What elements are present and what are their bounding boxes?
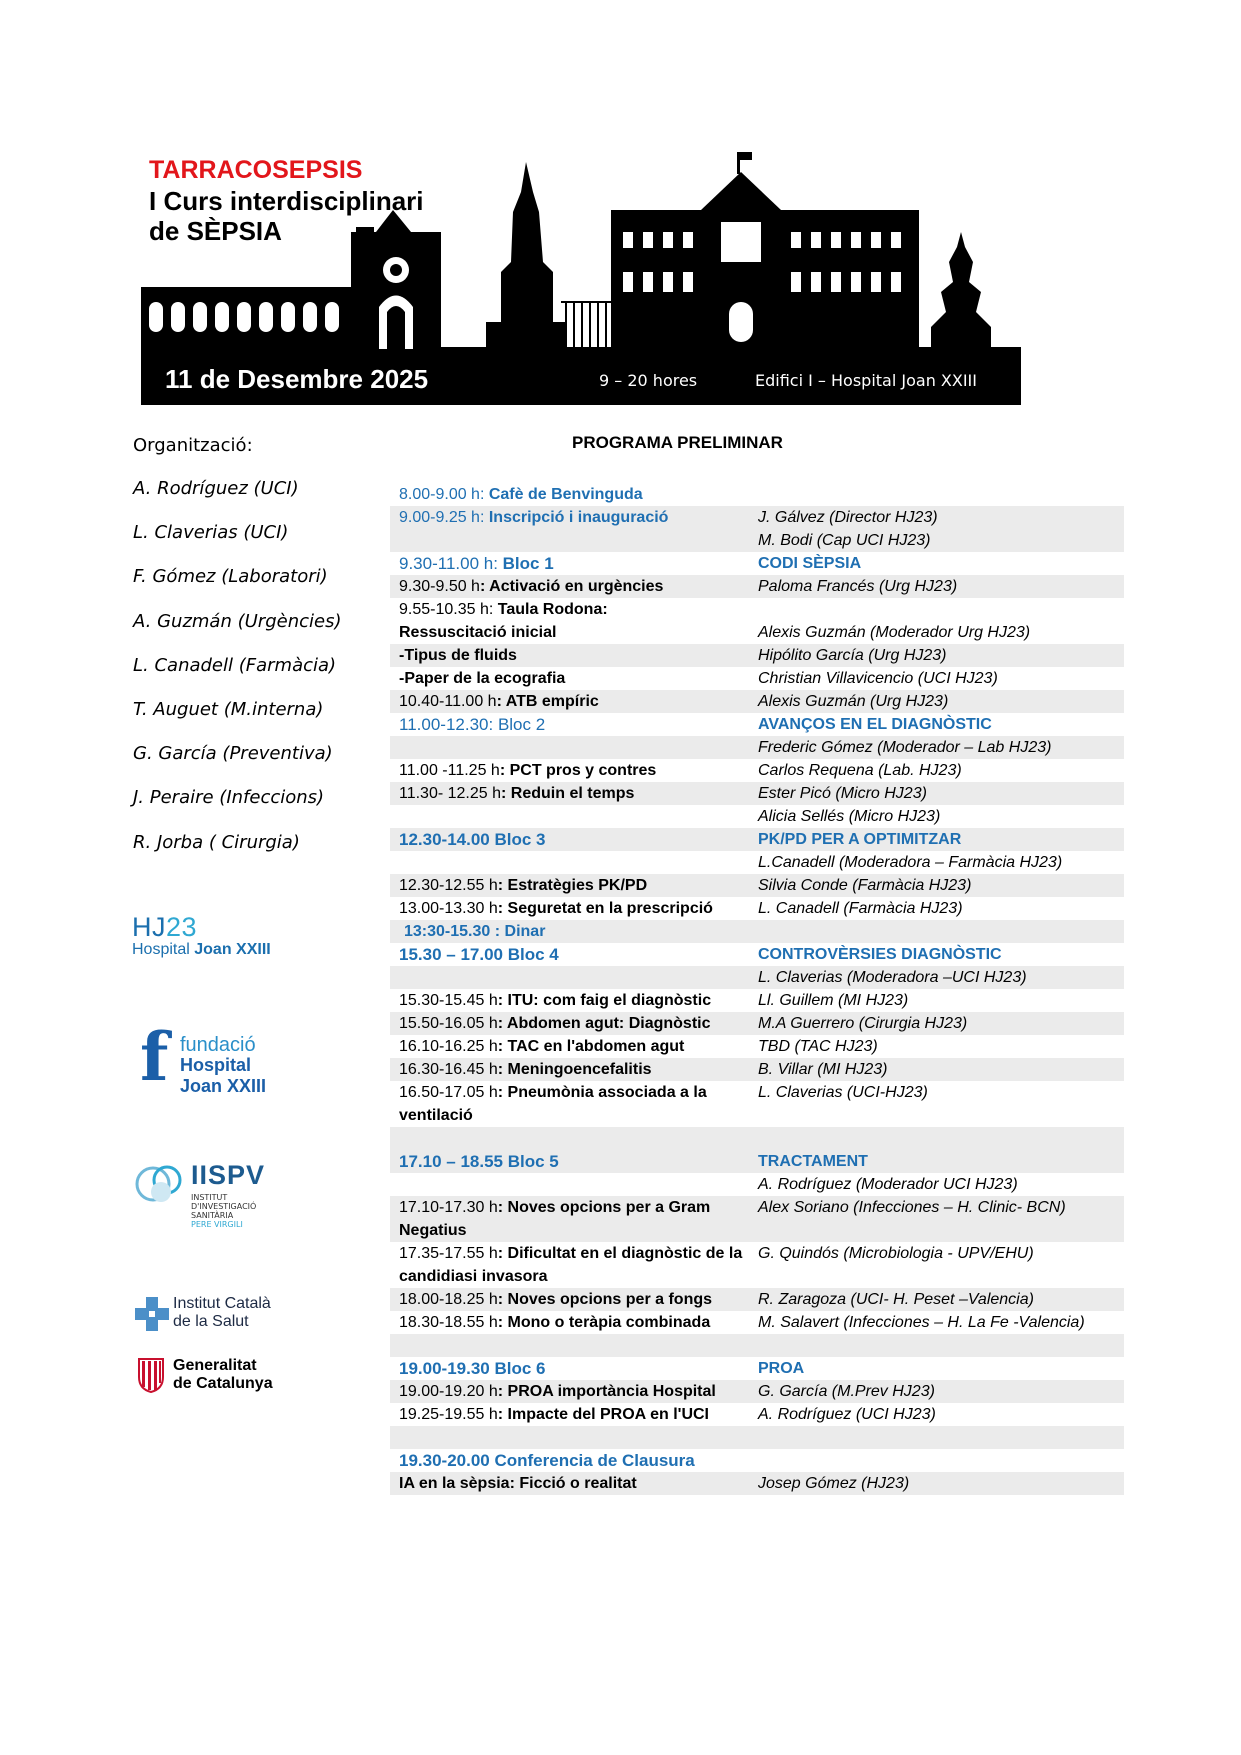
row-title: Conferencia de Clausura: [494, 1451, 695, 1470]
table-row: [390, 1058, 1124, 1081]
row-title: : Activació en urgències: [479, 578, 664, 595]
row-speaker: Hipólito García (Urg HJ23): [758, 647, 947, 664]
row-time: 8.00-9.00 h:: [399, 486, 489, 503]
row-title: Bloc 4: [507, 945, 559, 964]
row-time: 19.00-19.30: [399, 1359, 495, 1378]
block-heading: CONTROVÈRSIES DIAGNÒSTIC: [758, 946, 1002, 963]
row-title: : Estratègies PK/PD: [497, 877, 648, 894]
hj23-logo-sub-bold: Joan XXIII: [194, 941, 271, 958]
row-title: Bloc 6: [494, 1359, 546, 1378]
row-title: : Reduin el temps: [501, 785, 635, 802]
table-row: [390, 805, 1124, 828]
table-row: [390, 1472, 1124, 1495]
course-title-red: TARRACOSEPSIS: [149, 156, 363, 184]
row-speaker: Silvia Conde (Farmàcia HJ23): [758, 877, 972, 894]
spacer-row: [390, 1127, 1124, 1150]
row-title: -Tipus de fluids: [399, 647, 517, 664]
generalitat-line2: de Catalunya: [173, 1375, 273, 1392]
row-speaker: Alicia Sellés (Micro HJ23): [758, 808, 941, 825]
table-row: [390, 943, 1124, 966]
row-time: 16.50-17.05 h: [399, 1084, 498, 1101]
table-row: [390, 874, 1124, 897]
organizer-item: L. Canadell (Farmàcia): [133, 654, 337, 676]
row-title: : ITU: com faig el diagnòstic: [497, 992, 712, 1009]
row-speaker: G. García (M.Prev HJ23): [758, 1383, 935, 1400]
row-time: 17.35-17.55 h: [399, 1245, 498, 1262]
fundacio-line3: Joan XXIII: [180, 1076, 267, 1096]
row-title: : Seguretat en la prescripció: [497, 900, 713, 917]
row-speaker: Ester Picó (Micro HJ23): [758, 785, 927, 802]
fundacio-line2: Hospital: [180, 1055, 252, 1075]
ics-logo: [135, 1295, 285, 1335]
row-time: 12.30-12.55 h: [399, 877, 498, 894]
iispv-sub1: INSTITUT: [191, 1193, 228, 1202]
table-row: [390, 1357, 1124, 1380]
table-row: [390, 1035, 1124, 1058]
row-title: Bloc 3: [494, 830, 546, 849]
row-speaker: Alexis Guzmán (Urg HJ23): [758, 693, 949, 710]
organizer-item: J. Peraire (Infeccions): [133, 787, 325, 809]
table-row: [390, 1242, 1124, 1288]
schedule-table: [390, 483, 1124, 1495]
row-title: : Abdomen agut: Diagnòstic: [497, 1015, 711, 1032]
table-row: [390, 1012, 1124, 1035]
row-speaker: Paloma Francés (Urg HJ23): [758, 578, 958, 595]
organization-label: Organització:: [133, 435, 253, 456]
row-speaker: Alex Soriano (Infecciones – H. Clinic- BCN): [758, 1199, 1066, 1216]
row-speaker: L.Canadell (Moderadora – Farmàcia HJ23): [758, 854, 1063, 871]
row-time: 13:30-15.30 :: [404, 923, 505, 940]
course-title-line2: I Curs interdisciplinari: [149, 186, 424, 216]
row-title: : ATB empíric: [496, 693, 599, 710]
table-row: [390, 621, 1124, 644]
row-time: 19.30-20.00: [399, 1451, 495, 1470]
table-row: [390, 920, 1124, 943]
row-title: Bloc 1: [502, 554, 554, 573]
row-time: 16.30-16.45 h: [399, 1061, 498, 1078]
row-speaker: Alexis Guzmán (Moderador Urg HJ23): [758, 624, 1031, 641]
table-row: [390, 897, 1124, 920]
organizer-item: T. Auguet (M.interna): [133, 698, 324, 720]
row-title: : Noves opcions per a Gram Negatius: [399, 1199, 711, 1239]
row-time: 19.00-19.20 h: [399, 1383, 498, 1400]
row-speaker: Frederic Gómez (Moderador – Lab HJ23): [758, 739, 1052, 756]
row-title: Ressuscitació inicial: [399, 624, 557, 641]
row-title: Dinar: [504, 923, 546, 940]
table-row: [390, 1380, 1124, 1403]
block-heading: CODI SÈPSIA: [758, 555, 862, 572]
row-title: : TAC en l'abdomen agut: [497, 1038, 685, 1055]
header-banner: [141, 152, 1021, 405]
table-row: [390, 1311, 1124, 1334]
row-time: 15.50-16.05 h: [399, 1015, 498, 1032]
organizer-item: G. García (Preventiva): [133, 743, 333, 765]
table-row: [390, 483, 1124, 506]
row-title: : PROA importància Hospital: [497, 1383, 716, 1400]
generalitat-line1: Generalitat: [173, 1357, 257, 1374]
hj23-logo: [132, 912, 271, 959]
row-title: -Paper de la ecografia: [399, 670, 566, 687]
hj23-logo-letters: HJ: [132, 912, 166, 942]
table-row: [390, 1403, 1124, 1426]
program-title: PROGRAMA PRELIMINAR: [572, 433, 783, 452]
row-time: 13.00-13.30 h: [399, 900, 498, 917]
row-speaker: A. Rodríguez (Moderador UCI HJ23): [758, 1176, 1018, 1193]
spacer-row: [390, 1426, 1124, 1449]
row-time: 17.10 – 18.55: [399, 1152, 508, 1171]
iispv-sub2: D'INVESTIGACIÓ: [191, 1202, 257, 1211]
block-heading: PROA: [758, 1360, 805, 1377]
row-time: 15.30-15.45 h: [399, 992, 498, 1009]
row-time: 9.55-10.35 h:: [399, 601, 498, 618]
row-speaker: M.A Guerrero (Cirurgia HJ23): [758, 1015, 968, 1032]
table-row: [390, 782, 1124, 805]
row-speaker: Christian Villavicencio (UCI HJ23): [758, 670, 998, 687]
row-speaker: R. Zaragoza (UCI- H. Peset –Valencia): [758, 1291, 1034, 1308]
row-time: 11.30- 12.25 h: [399, 785, 502, 802]
row-title: Bloc 2: [497, 715, 546, 734]
row-time: 18.00-18.25 h: [399, 1291, 498, 1308]
table-row: [390, 575, 1124, 598]
row-speaker: L. Claverias (Moderadora –UCI HJ23): [758, 969, 1027, 986]
iispv-sub4: PERE VIRGILI: [191, 1220, 243, 1229]
fundacio-f-icon: f: [140, 1018, 169, 1096]
block-heading: TRACTAMENT: [758, 1153, 868, 1170]
table-row: [390, 966, 1124, 989]
row-speaker: [750, 598, 758, 621]
table-row: [390, 644, 1124, 667]
row-title: : Mono o teràpia combinada: [497, 1314, 711, 1331]
organizer-item: F. Gómez (Laboratori): [133, 566, 328, 588]
row-time: 18.30-18.55 h: [399, 1314, 498, 1331]
iispv-sub3: SANITÀRIA: [191, 1211, 234, 1220]
row-speaker: L. Claverias (UCI-HJ23): [758, 1084, 928, 1101]
row-speaker: G. Quindós (Microbiologia - UPV/EHU): [758, 1245, 1034, 1262]
row-title: : Noves opcions per a fongs: [497, 1291, 713, 1308]
row-title: : Pneumònia associada a la ventilació: [399, 1084, 707, 1124]
table-row: [390, 851, 1124, 874]
row-time: 9.00-9.25 h:: [399, 509, 489, 526]
hj23-logo-sub: Hospital: [132, 941, 195, 958]
row-time: 9.30-11.00 h:: [399, 554, 503, 573]
ics-line2: de la Salut: [173, 1313, 249, 1330]
row-title: : Meningoencefalitis: [497, 1061, 652, 1078]
row-speaker: L. Canadell (Farmàcia HJ23): [758, 900, 963, 917]
row-speaker: [750, 483, 758, 506]
fundacio-hospital-logo: [140, 1018, 280, 1100]
table-row: [390, 989, 1124, 1012]
row-title: Bloc 5: [507, 1152, 559, 1171]
ics-cross-icon: [135, 1297, 169, 1331]
course-title-line3: de SÈPSIA: [149, 216, 282, 246]
table-row: [390, 552, 1124, 575]
organizer-item: L. Claverias (UCI): [133, 522, 289, 544]
row-speaker: Carlos Requena (Lab. HJ23): [758, 762, 962, 779]
row-time: 16.10-16.25 h: [399, 1038, 498, 1055]
table-row: [390, 759, 1124, 782]
row-speaker: M. Bodi (Cap UCI HJ23): [758, 532, 931, 549]
row-speaker: B. Villar (MI HJ23): [758, 1061, 888, 1078]
organizer-item: A. Guzmán (Urgències): [133, 610, 342, 632]
table-row: [390, 1150, 1124, 1173]
block-heading: AVANÇOS EN EL DIAGNÒSTIC: [758, 716, 992, 733]
generalitat-logo: [137, 1357, 287, 1397]
row-speaker: M. Salavert (Infecciones – H. La Fe -Valencia): [758, 1314, 1085, 1331]
row-time: 17.10-17.30 h: [399, 1199, 498, 1216]
row-speaker: TBD (TAC HJ23): [758, 1038, 878, 1055]
spacer-row: [390, 1334, 1124, 1357]
organizer-list: [133, 478, 341, 876]
organizer-item: R. Jorba ( Cirurgia): [133, 831, 300, 853]
row-title: : Dificultat en el diagnòstic de la candidiasi invasora: [399, 1245, 743, 1285]
table-row: [390, 1288, 1124, 1311]
row-title: Cafè de Benvinguda: [488, 486, 643, 503]
row-title: : Impacte del PROA en l'UCI: [497, 1406, 709, 1423]
table-row: [390, 1173, 1124, 1196]
block-heading: PK/PD PER A OPTIMITZAR: [758, 831, 962, 848]
row-speaker: J. Gálvez (Director HJ23): [758, 509, 938, 526]
row-title: IA en la sèpsia: Ficció o realitat: [399, 1475, 637, 1492]
row-time: 11.00 -11.25 h: [399, 762, 500, 779]
row-speaker: A. Rodríguez (UCI HJ23): [758, 1406, 936, 1423]
row-time: 9.30-9.50 h: [399, 578, 480, 595]
table-row: [390, 713, 1124, 736]
iispv-logo: [135, 1160, 295, 1228]
row-title: Taula Rodona:: [497, 601, 608, 618]
row-time: 10.40-11.00 h: [399, 693, 497, 710]
generalitat-shield-icon: [137, 1357, 165, 1393]
iispv-name: IISPV: [191, 1160, 266, 1190]
hj23-logo-number: 23: [166, 912, 198, 942]
event-hours: 9 – 20 hores: [599, 371, 698, 390]
row-speaker: Josep Gómez (HJ23): [758, 1475, 910, 1492]
row-time: 11.00-12.30:: [399, 715, 498, 734]
row-time: 19.25-19.55 h: [399, 1406, 498, 1423]
table-row: [390, 1196, 1124, 1242]
table-row: [390, 506, 1124, 529]
table-row: [390, 690, 1124, 713]
table-row: [390, 598, 1124, 621]
row-time: 15.30 – 17.00: [399, 945, 508, 964]
table-row: [390, 529, 1124, 552]
table-row: [390, 1449, 1124, 1472]
table-row: [390, 1081, 1124, 1127]
row-title: : PCT pros y contres: [499, 762, 657, 779]
row-time: 12.30-14.00: [399, 830, 495, 849]
iispv-circles-icon: [135, 1160, 191, 1210]
event-place: Edifici I – Hospital Joan XXIII: [755, 371, 977, 390]
row-title: Inscripció i inauguració: [488, 509, 669, 526]
event-date: 11 de Desembre 2025: [165, 364, 429, 394]
ics-line1: Institut Català: [173, 1295, 271, 1312]
table-row: [390, 828, 1124, 851]
fundacio-line1: fundació: [180, 1034, 256, 1056]
table-row: [390, 667, 1124, 690]
organizer-item: A. Rodríguez (UCI): [133, 478, 299, 499]
table-row: [390, 736, 1124, 759]
row-speaker: Ll. Guillem (MI HJ23): [758, 992, 909, 1009]
